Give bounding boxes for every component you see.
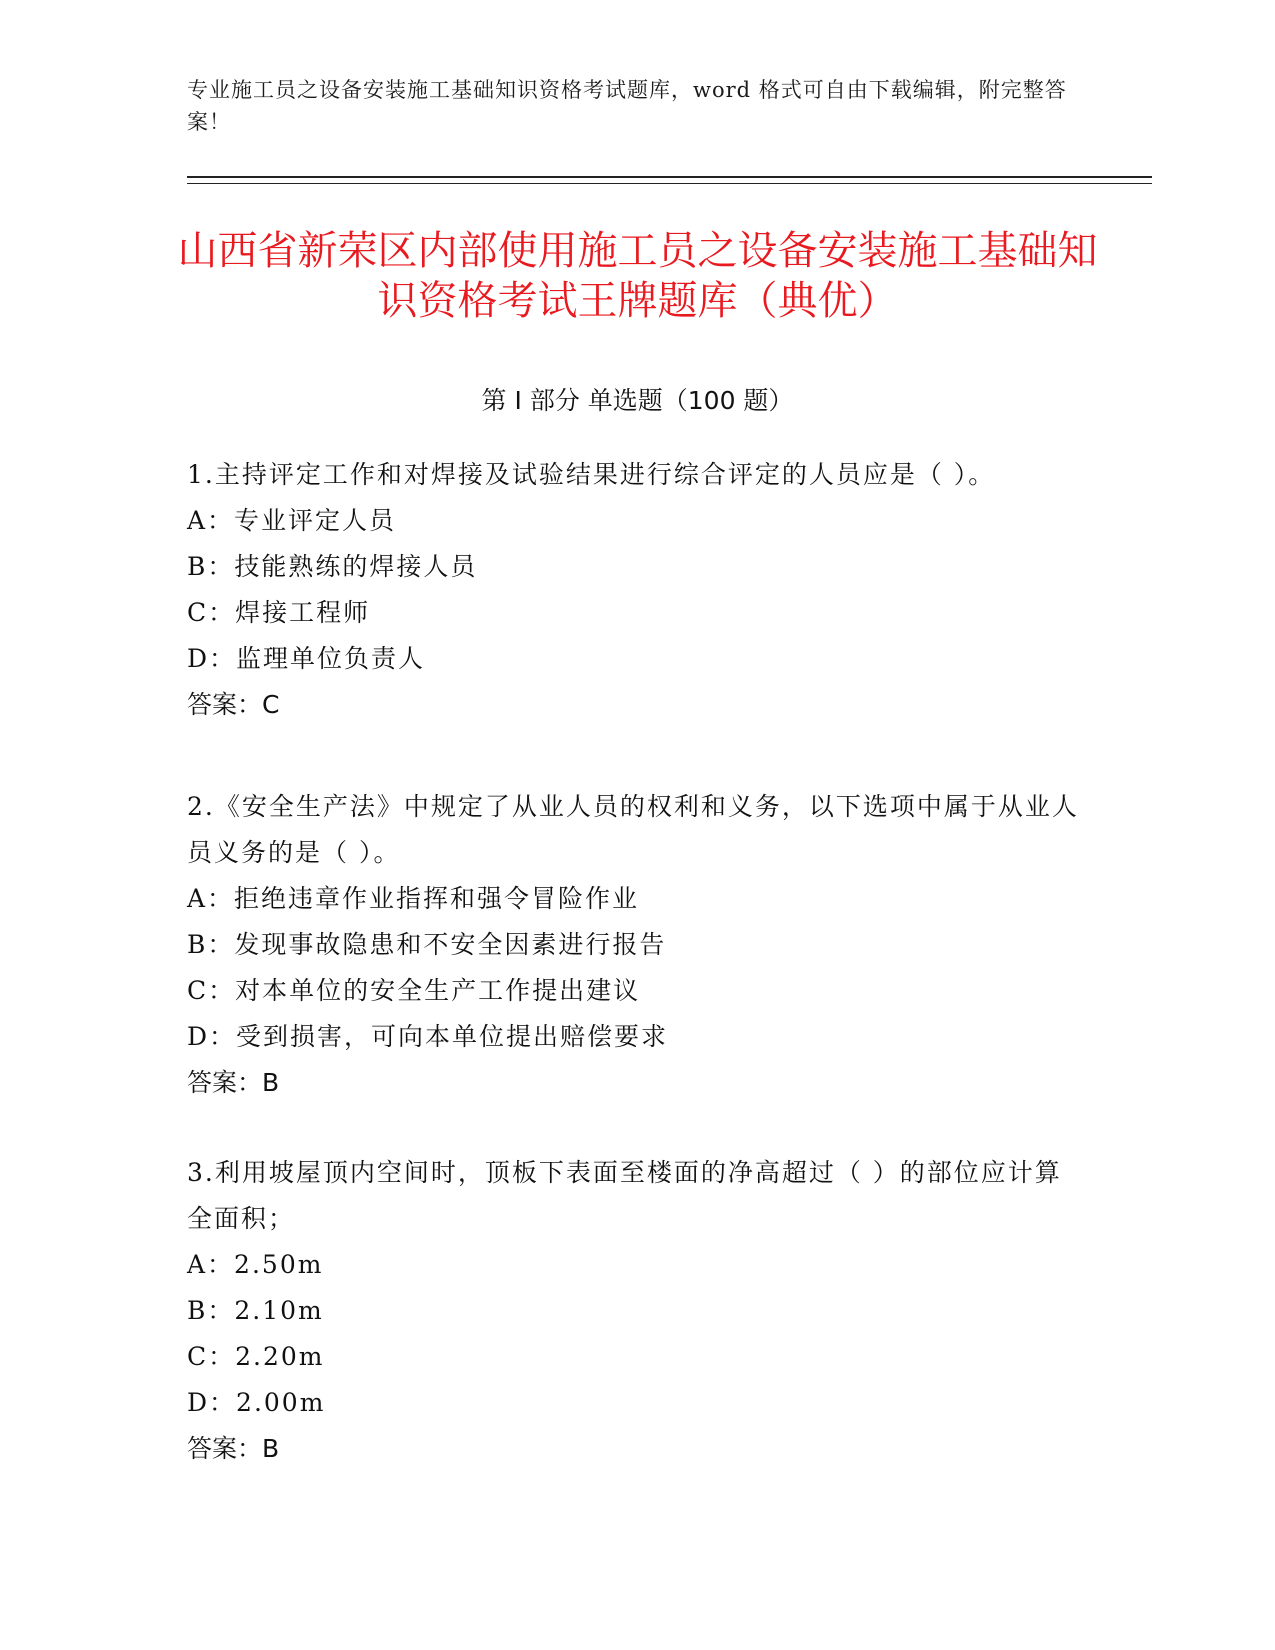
option-a: A：2.50m bbox=[187, 1250, 324, 1279]
option-c: C：对本单位的安全生产工作提出建议 bbox=[187, 976, 641, 1005]
question-stem: 3.利用坡屋顶内空间时，顶板下表面至楼面的净高超过（ ）的部位应计算全面积； bbox=[187, 1158, 1062, 1233]
section-title: 第 I 部分 单选题（100 题） bbox=[481, 386, 794, 415]
option-b: B：发现事故隐患和不安全因素进行报告 bbox=[187, 930, 667, 959]
option-d: D：受到损害，可向本单位提出赔偿要求 bbox=[187, 1022, 669, 1051]
document-title: 山西省新荣区内部使用施工员之设备安装施工基础知识资格考试王牌题库（典优） bbox=[177, 228, 1098, 324]
question-2 bbox=[187, 784, 1087, 1106]
option-c: C：焊接工程师 bbox=[187, 598, 371, 627]
option-b: B：2.10m bbox=[187, 1296, 324, 1325]
option-d: D：2.00m bbox=[187, 1388, 326, 1417]
option-d: D：监理单位负责人 bbox=[187, 644, 426, 673]
header-divider bbox=[187, 176, 1152, 184]
option-a: A：拒绝违章作业指挥和强令冒险作业 bbox=[187, 884, 640, 913]
option-b: B：技能熟练的焊接人员 bbox=[187, 552, 478, 581]
option-c: C：2.20m bbox=[187, 1342, 325, 1371]
answer: 答案：C bbox=[187, 690, 280, 719]
option-a: A：专业评定人员 bbox=[187, 506, 397, 535]
header-note: 专业施工员之设备安装施工基础知识资格考试题库，word 格式可自由下载编辑，附完整答案！ bbox=[187, 78, 1067, 134]
answer: 答案：B bbox=[187, 1434, 280, 1463]
question-stem: 2.《安全生产法》中规定了从业人员的权利和义务，以下选项中属于从业人员义务的是（ ）。 bbox=[187, 792, 1079, 867]
question-3 bbox=[187, 1150, 1087, 1472]
answer: 答案：B bbox=[187, 1068, 280, 1097]
question-stem: 1.主持评定工作和对焊接及试验结果进行综合评定的人员应是（ ）。 bbox=[187, 460, 996, 489]
question-1 bbox=[187, 452, 1087, 728]
